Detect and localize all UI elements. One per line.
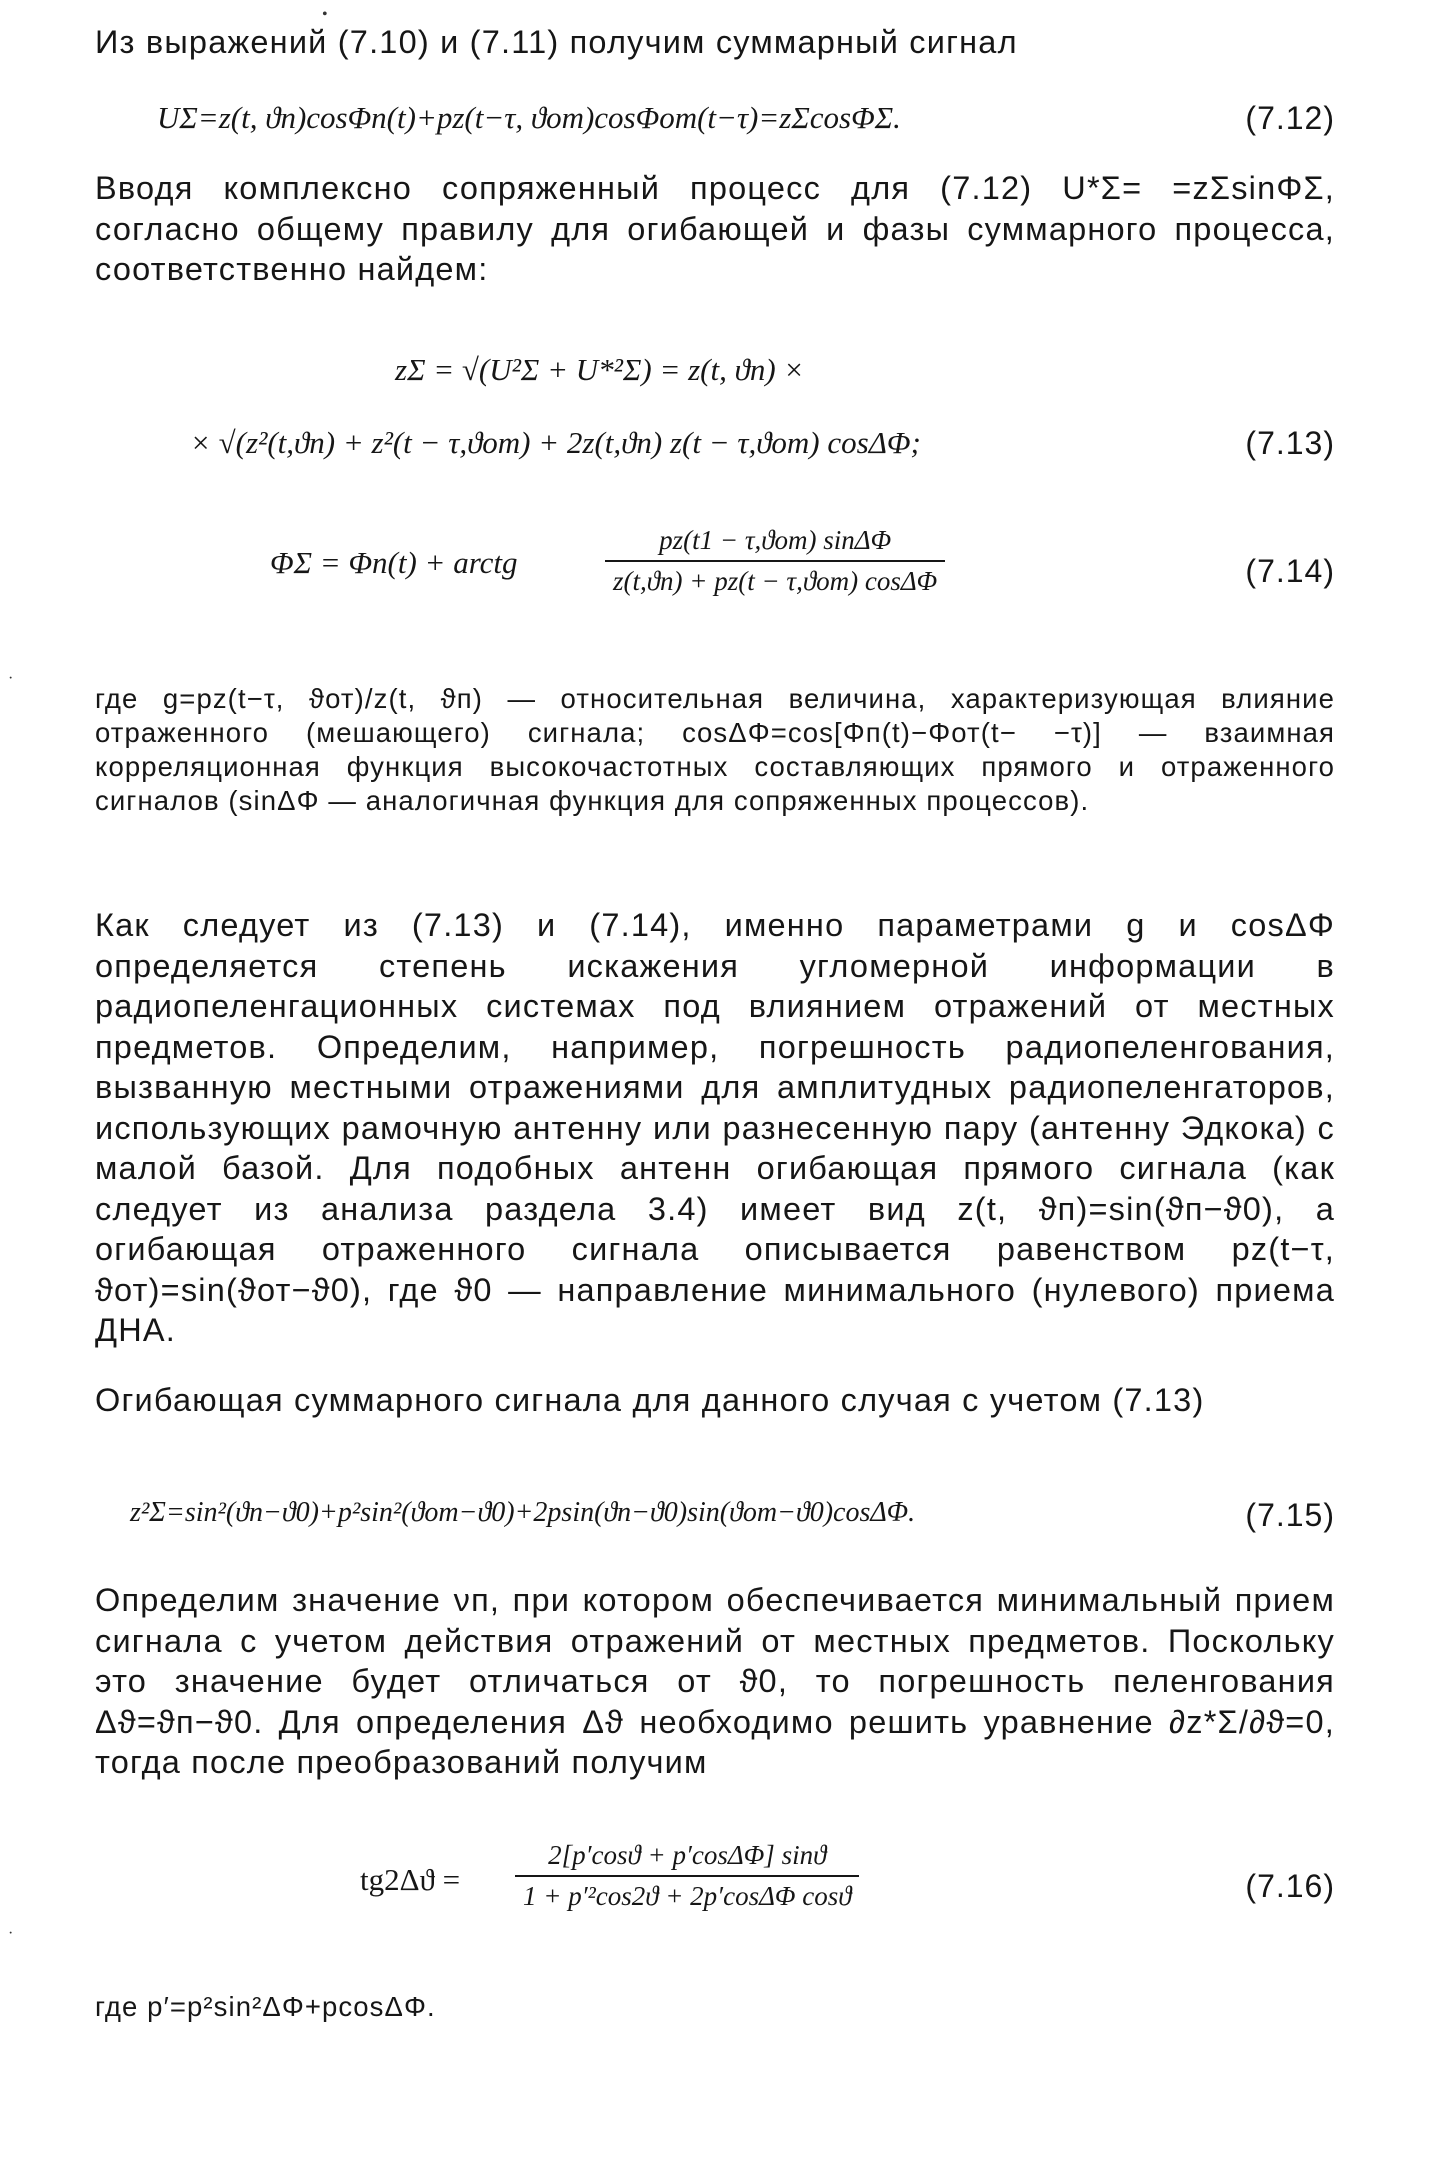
fraction-numerator: 2[p′cosϑ + p′cosΔΦ] sinϑ bbox=[515, 1840, 859, 1877]
print-speck: • bbox=[322, 6, 328, 23]
equation-lhs: tg2Δϑ = bbox=[360, 1862, 461, 1897]
equation-7-12 bbox=[95, 100, 1335, 140]
fraction-denominator: z(t,ϑп) + pz(t − τ,ϑот) cosΔΦ bbox=[613, 566, 938, 596]
paragraph-3: где g=pz(t−τ, ϑот)/z(t, ϑп) — относительная величина, характеризующая влияние отраженного (мешающего) сигнала; cosΔΦ=cos[Φп(t)−Φот(t− −τ)] — взаимная корреляционная функция высокочастотных составляющих прямого и отраженного сигналов (sinΔΦ — аналогичная функция для сопряженных процессов). bbox=[95, 683, 1335, 816]
equation-number: (7.14) bbox=[1245, 553, 1335, 589]
print-speck: · bbox=[8, 670, 14, 687]
equation-7-13-line-2 bbox=[95, 425, 1335, 475]
paragraph-6: Определим значение νп, при котором обеспечивается минимальный прием сигнала с учетом действия отражений от местных предметов. Поскольку это значение будет отличаться от ϑ0, то погрешность пеленгования Δϑ=ϑп−ϑ0. Для определения Δϑ необходимо решить уравнение ∂z*Σ/∂ϑ=0, тогда после преобразований получим bbox=[95, 1582, 1335, 1780]
equation-7-16 bbox=[95, 1840, 1335, 1940]
equation-7-15 bbox=[95, 1497, 1335, 1537]
equation-7-13-line-1 bbox=[95, 352, 1335, 402]
equation-fraction bbox=[605, 525, 945, 597]
paragraph-5: Огибающая суммарного сигнала для данного случая с учетом (7.13) bbox=[95, 1382, 1205, 1418]
equation-number: (7.13) bbox=[1245, 425, 1335, 461]
equation-body: z²Σ=sin²(ϑп−ϑ0)+p²sin²(ϑот−ϑ0)+2psin(ϑп−ϑ0)sin(ϑот−ϑ0)cosΔΦ. bbox=[130, 1497, 916, 1528]
equation-body: zΣ = √(U²Σ + U*²Σ) = z(t, ϑп) × bbox=[395, 352, 805, 387]
paragraph-1: Из выражений (7.10) и (7.11) получим суммарный сигнал bbox=[95, 24, 1018, 60]
equation-body: UΣ=z(t, ϑп)cosΦп(t)+pz(t−τ, ϑот)cosΦот(t−τ)=zΣcosΦΣ. bbox=[157, 100, 901, 135]
equation-7-14 bbox=[95, 525, 1335, 625]
equation-body: × √(z²(t,ϑп) + z²(t − τ,ϑот) + 2z(t,ϑп) z(t − τ,ϑот) cosΔΦ; bbox=[190, 425, 921, 460]
equation-fraction bbox=[515, 1840, 859, 1912]
equation-lhs: ΦΣ = Φп(t) + arctg bbox=[270, 545, 518, 580]
print-speck: · bbox=[8, 1925, 14, 1942]
equation-number: (7.12) bbox=[1245, 100, 1335, 136]
fraction-numerator: pz(t1 − τ,ϑот) sinΔΦ bbox=[605, 525, 945, 562]
paragraph-2: Вводя комплексно сопряженный процесс для (7.12) U*Σ= =zΣsinΦΣ, согласно общему правилу для огибающей и фазы суммарного процесса, соответственно найдем: bbox=[95, 170, 1335, 287]
paragraph-4: Как следует из (7.13) и (7.14), именно параметрами g и cosΔΦ определяется степень искажения угломерной информации в радиопеленгационных системах под влиянием отражений от местных предметов. Определим, например, погрешность радиопеленгования, вызванную местными отражениями для амплитудных радиопеленгаторов, использующих рамочную антенну или разнесенную пару (антенну Эдкока) с малой базой. Для подобных антенн огибающая прямого сигнала (как следует из анализа раздела 3.4) имеет вид z(t, ϑп)=sin(ϑп−ϑ0), а огибающая отраженного сигнала описывается равенством pz(t−τ, ϑот)=sin(ϑот−ϑ0), где ϑ0 — направление минимального (нулевого) приема ДНА. bbox=[95, 907, 1335, 1348]
fraction-denominator: 1 + p′²cos2ϑ + 2p′cosΔΦ cosϑ bbox=[523, 1881, 852, 1911]
equation-number: (7.16) bbox=[1245, 1868, 1335, 1904]
equation-number: (7.15) bbox=[1245, 1497, 1335, 1533]
paragraph-7: где p′=p²sin²ΔΦ+pcosΔΦ. bbox=[95, 1991, 436, 2022]
